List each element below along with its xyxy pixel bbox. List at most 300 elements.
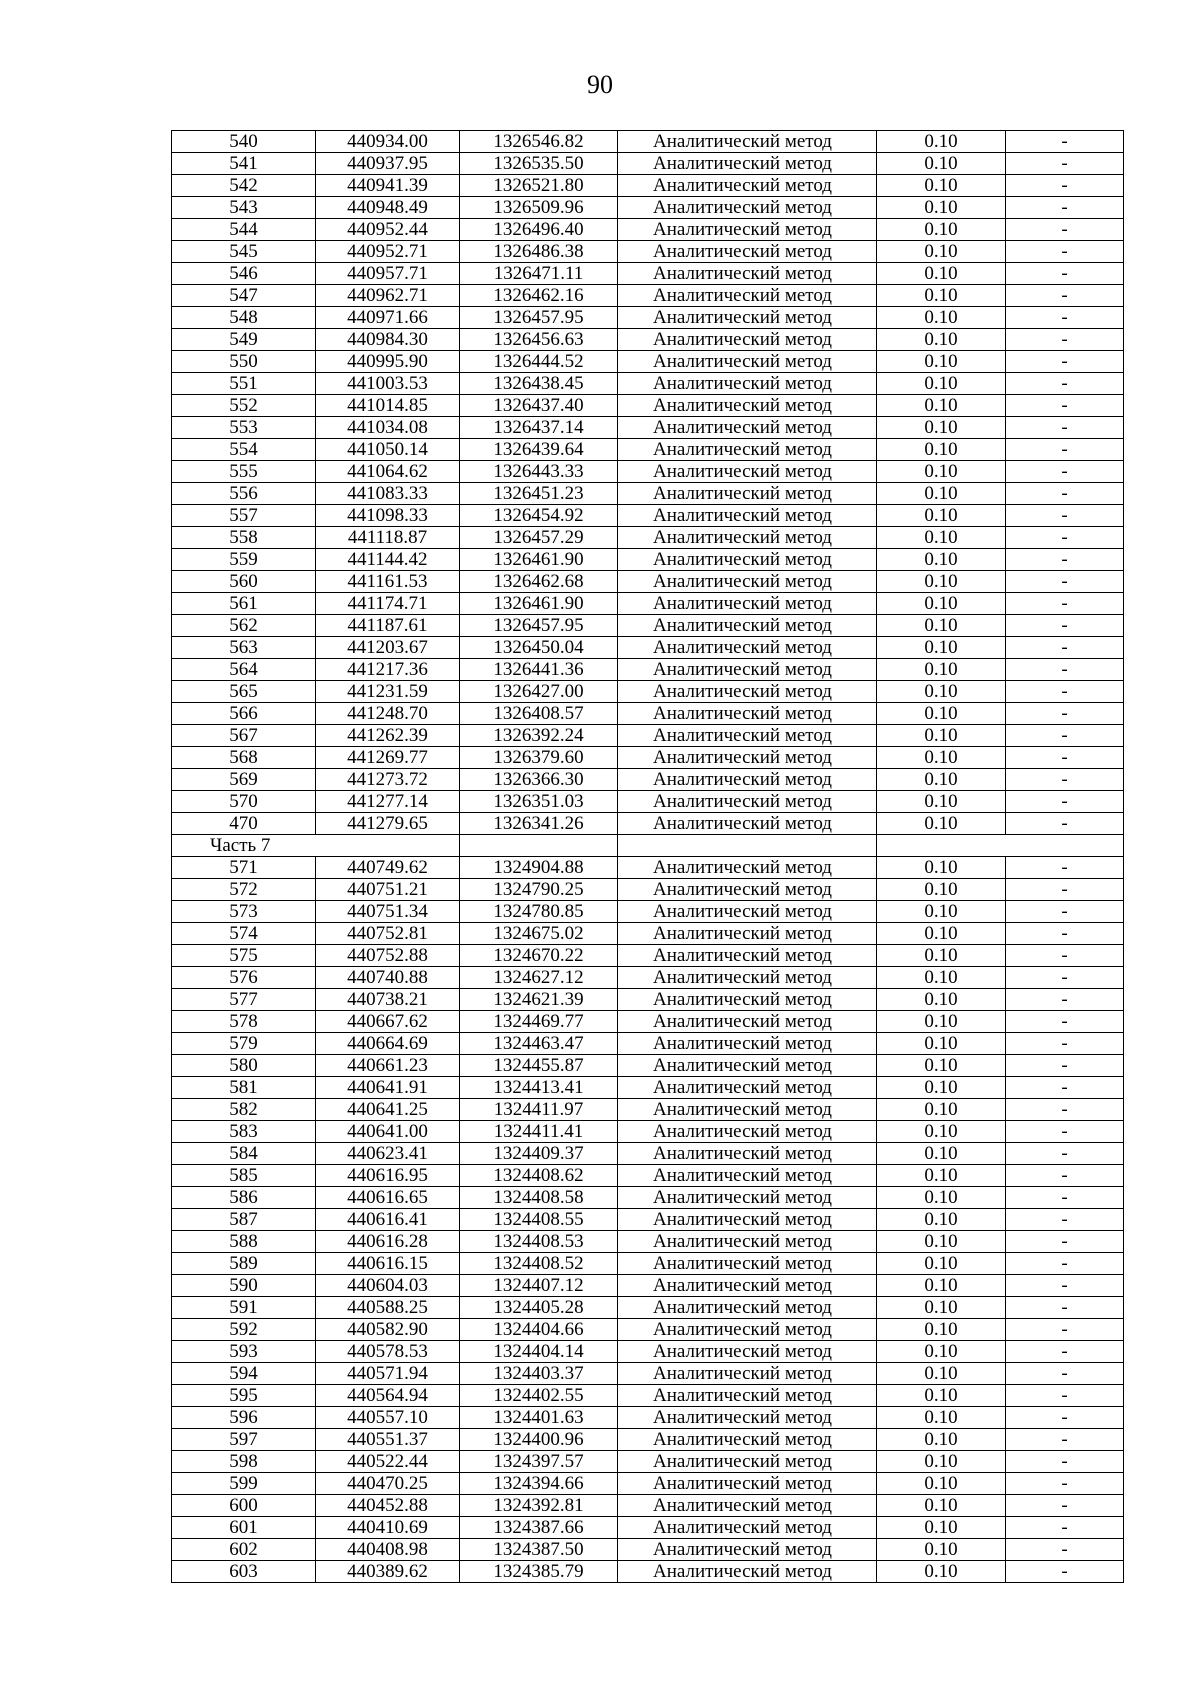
method-cell: Аналитический метод bbox=[618, 1165, 877, 1187]
note-cell: - bbox=[1006, 219, 1124, 241]
precision-cell: 0.10 bbox=[877, 703, 1006, 725]
table-row bbox=[172, 175, 1124, 197]
point-number-cell: 596 bbox=[172, 1407, 316, 1429]
precision-cell: 0.10 bbox=[877, 527, 1006, 549]
table-row bbox=[172, 1539, 1124, 1561]
x-coordinate-cell: 440941.39 bbox=[316, 175, 460, 197]
table-row bbox=[172, 1385, 1124, 1407]
x-coordinate-cell: 440995.90 bbox=[316, 351, 460, 373]
table-row bbox=[172, 593, 1124, 615]
y-coordinate-cell: 1324404.14 bbox=[460, 1341, 618, 1363]
x-coordinate-cell: 440948.49 bbox=[316, 197, 460, 219]
table-row bbox=[172, 1495, 1124, 1517]
method-cell: Аналитический метод bbox=[618, 197, 877, 219]
y-coordinate-cell: 1324392.81 bbox=[460, 1495, 618, 1517]
point-number-cell: 578 bbox=[172, 1011, 316, 1033]
precision-cell: 0.10 bbox=[877, 1363, 1006, 1385]
table-row bbox=[172, 659, 1124, 681]
point-number-cell: 551 bbox=[172, 373, 316, 395]
x-coordinate-cell: 440408.98 bbox=[316, 1539, 460, 1561]
precision-cell: 0.10 bbox=[877, 241, 1006, 263]
precision-cell: 0.10 bbox=[877, 1473, 1006, 1495]
note-cell: - bbox=[1006, 197, 1124, 219]
precision-cell: 0.10 bbox=[877, 769, 1006, 791]
point-number-cell: 553 bbox=[172, 417, 316, 439]
table-row bbox=[172, 681, 1124, 703]
precision-cell: 0.10 bbox=[877, 1077, 1006, 1099]
precision-cell: 0.10 bbox=[877, 1253, 1006, 1275]
x-coordinate-cell: 440952.71 bbox=[316, 241, 460, 263]
method-cell: Аналитический метод bbox=[618, 307, 877, 329]
y-coordinate-cell: 1326496.40 bbox=[460, 219, 618, 241]
y-coordinate-cell: 1326441.36 bbox=[460, 659, 618, 681]
x-coordinate-cell: 440616.95 bbox=[316, 1165, 460, 1187]
point-number-cell: 571 bbox=[172, 857, 316, 879]
table-row bbox=[172, 1319, 1124, 1341]
point-number-cell: 565 bbox=[172, 681, 316, 703]
y-coordinate-cell: 1326392.24 bbox=[460, 725, 618, 747]
method-cell: Аналитический метод bbox=[618, 571, 877, 593]
x-coordinate-cell: 440664.69 bbox=[316, 1033, 460, 1055]
point-number-cell: 552 bbox=[172, 395, 316, 417]
table-row bbox=[172, 307, 1124, 329]
table-row bbox=[172, 747, 1124, 769]
precision-cell: 0.10 bbox=[877, 1385, 1006, 1407]
method-cell: Аналитический метод bbox=[618, 637, 877, 659]
x-coordinate-cell: 441269.77 bbox=[316, 747, 460, 769]
point-number-cell: 597 bbox=[172, 1429, 316, 1451]
method-cell: Аналитический метод bbox=[618, 1099, 877, 1121]
method-cell: Аналитический метод bbox=[618, 901, 877, 923]
point-number-cell: 583 bbox=[172, 1121, 316, 1143]
y-coordinate-cell: 1324413.41 bbox=[460, 1077, 618, 1099]
note-cell: - bbox=[1006, 1451, 1124, 1473]
precision-cell: 0.10 bbox=[877, 307, 1006, 329]
coordinates-table-body bbox=[172, 131, 1124, 1583]
note-cell: - bbox=[1006, 1209, 1124, 1231]
note-cell: - bbox=[1006, 1143, 1124, 1165]
point-number-cell: 591 bbox=[172, 1297, 316, 1319]
table-row bbox=[172, 1275, 1124, 1297]
point-number-cell: 588 bbox=[172, 1231, 316, 1253]
note-cell: - bbox=[1006, 1561, 1124, 1583]
method-cell: Аналитический метод bbox=[618, 989, 877, 1011]
note-cell: - bbox=[1006, 1407, 1124, 1429]
method-cell: Аналитический метод bbox=[618, 1033, 877, 1055]
x-coordinate-cell: 440641.25 bbox=[316, 1099, 460, 1121]
part-row-empty-cell bbox=[618, 835, 877, 857]
y-coordinate-cell: 1324401.63 bbox=[460, 1407, 618, 1429]
y-coordinate-cell: 1326456.63 bbox=[460, 329, 618, 351]
method-cell: Аналитический метод bbox=[618, 1275, 877, 1297]
table-row bbox=[172, 945, 1124, 967]
method-cell: Аналитический метод bbox=[618, 1473, 877, 1495]
point-number-cell: 593 bbox=[172, 1341, 316, 1363]
method-cell: Аналитический метод bbox=[618, 681, 877, 703]
part-row-empty-cell bbox=[460, 835, 618, 857]
note-cell: - bbox=[1006, 1099, 1124, 1121]
precision-cell: 0.10 bbox=[877, 1121, 1006, 1143]
table-row bbox=[172, 1011, 1124, 1033]
point-number-cell: 598 bbox=[172, 1451, 316, 1473]
point-number-cell: 545 bbox=[172, 241, 316, 263]
table-row bbox=[172, 769, 1124, 791]
table-row bbox=[172, 1451, 1124, 1473]
x-coordinate-cell: 441217.36 bbox=[316, 659, 460, 681]
point-number-cell: 599 bbox=[172, 1473, 316, 1495]
table-row bbox=[172, 1077, 1124, 1099]
precision-cell: 0.10 bbox=[877, 681, 1006, 703]
method-cell: Аналитический метод bbox=[618, 175, 877, 197]
table-row bbox=[172, 1033, 1124, 1055]
y-coordinate-cell: 1324403.37 bbox=[460, 1363, 618, 1385]
precision-cell: 0.10 bbox=[877, 1055, 1006, 1077]
method-cell: Аналитический метод bbox=[618, 593, 877, 615]
part-row-empty-cell bbox=[316, 835, 460, 857]
method-cell: Аналитический метод bbox=[618, 241, 877, 263]
precision-cell: 0.10 bbox=[877, 131, 1006, 153]
note-cell: - bbox=[1006, 1319, 1124, 1341]
x-coordinate-cell: 441231.59 bbox=[316, 681, 460, 703]
note-cell: - bbox=[1006, 461, 1124, 483]
x-coordinate-cell: 440616.28 bbox=[316, 1231, 460, 1253]
y-coordinate-cell: 1326439.64 bbox=[460, 439, 618, 461]
x-coordinate-cell: 440740.88 bbox=[316, 967, 460, 989]
precision-cell: 0.10 bbox=[877, 791, 1006, 813]
precision-cell: 0.10 bbox=[877, 1275, 1006, 1297]
table-row bbox=[172, 131, 1124, 153]
note-cell: - bbox=[1006, 153, 1124, 175]
table-row bbox=[172, 1231, 1124, 1253]
note-cell: - bbox=[1006, 1275, 1124, 1297]
point-number-cell: 556 bbox=[172, 483, 316, 505]
y-coordinate-cell: 1324400.96 bbox=[460, 1429, 618, 1451]
table-row bbox=[172, 1055, 1124, 1077]
x-coordinate-cell: 441050.14 bbox=[316, 439, 460, 461]
table-row bbox=[172, 1121, 1124, 1143]
point-number-cell: 557 bbox=[172, 505, 316, 527]
method-cell: Аналитический метод bbox=[618, 1253, 877, 1275]
y-coordinate-cell: 1326450.04 bbox=[460, 637, 618, 659]
method-cell: Аналитический метод bbox=[618, 439, 877, 461]
point-number-cell: 589 bbox=[172, 1253, 316, 1275]
precision-cell: 0.10 bbox=[877, 879, 1006, 901]
note-cell: - bbox=[1006, 549, 1124, 571]
note-cell: - bbox=[1006, 527, 1124, 549]
note-cell: - bbox=[1006, 1121, 1124, 1143]
method-cell: Аналитический метод bbox=[618, 483, 877, 505]
y-coordinate-cell: 1326457.95 bbox=[460, 615, 618, 637]
y-coordinate-cell: 1324670.22 bbox=[460, 945, 618, 967]
point-number-cell: 561 bbox=[172, 593, 316, 615]
precision-cell: 0.10 bbox=[877, 175, 1006, 197]
note-cell: - bbox=[1006, 813, 1124, 835]
x-coordinate-cell: 440623.41 bbox=[316, 1143, 460, 1165]
y-coordinate-cell: 1324408.55 bbox=[460, 1209, 618, 1231]
y-coordinate-cell: 1326438.45 bbox=[460, 373, 618, 395]
y-coordinate-cell: 1326521.80 bbox=[460, 175, 618, 197]
method-cell: Аналитический метод bbox=[618, 703, 877, 725]
table-row bbox=[172, 329, 1124, 351]
note-cell: - bbox=[1006, 593, 1124, 615]
point-number-cell: 594 bbox=[172, 1363, 316, 1385]
y-coordinate-cell: 1324387.50 bbox=[460, 1539, 618, 1561]
x-coordinate-cell: 440522.44 bbox=[316, 1451, 460, 1473]
method-cell: Аналитический метод bbox=[618, 527, 877, 549]
point-number-cell: 595 bbox=[172, 1385, 316, 1407]
method-cell: Аналитический метод bbox=[618, 813, 877, 835]
table-row bbox=[172, 1473, 1124, 1495]
method-cell: Аналитический метод bbox=[618, 417, 877, 439]
note-cell: - bbox=[1006, 571, 1124, 593]
table-row bbox=[172, 1517, 1124, 1539]
table-row bbox=[172, 989, 1124, 1011]
point-number-cell: 564 bbox=[172, 659, 316, 681]
y-coordinate-cell: 1326443.33 bbox=[460, 461, 618, 483]
point-number-cell: 555 bbox=[172, 461, 316, 483]
y-coordinate-cell: 1324408.53 bbox=[460, 1231, 618, 1253]
method-cell: Аналитический метод bbox=[618, 1209, 877, 1231]
note-cell: - bbox=[1006, 681, 1124, 703]
precision-cell: 0.10 bbox=[877, 989, 1006, 1011]
precision-cell: 0.10 bbox=[877, 1297, 1006, 1319]
precision-cell: 0.10 bbox=[877, 1517, 1006, 1539]
method-cell: Аналитический метод bbox=[618, 615, 877, 637]
x-coordinate-cell: 440752.88 bbox=[316, 945, 460, 967]
y-coordinate-cell: 1326535.50 bbox=[460, 153, 618, 175]
table-row bbox=[172, 571, 1124, 593]
point-number-cell: 577 bbox=[172, 989, 316, 1011]
note-cell: - bbox=[1006, 241, 1124, 263]
y-coordinate-cell: 1324780.85 bbox=[460, 901, 618, 923]
precision-cell: 0.10 bbox=[877, 1561, 1006, 1583]
x-coordinate-cell: 441161.53 bbox=[316, 571, 460, 593]
method-cell: Аналитический метод bbox=[618, 1121, 877, 1143]
precision-cell: 0.10 bbox=[877, 813, 1006, 835]
table-row bbox=[172, 615, 1124, 637]
method-cell: Аналитический метод bbox=[618, 505, 877, 527]
table-row bbox=[172, 197, 1124, 219]
precision-cell: 0.10 bbox=[877, 1319, 1006, 1341]
x-coordinate-cell: 440616.15 bbox=[316, 1253, 460, 1275]
y-coordinate-cell: 1324394.66 bbox=[460, 1473, 618, 1495]
table-row bbox=[172, 483, 1124, 505]
point-number-cell: 574 bbox=[172, 923, 316, 945]
method-cell: Аналитический метод bbox=[618, 351, 877, 373]
point-number-cell: 549 bbox=[172, 329, 316, 351]
x-coordinate-cell: 440564.94 bbox=[316, 1385, 460, 1407]
table-row bbox=[172, 857, 1124, 879]
x-coordinate-cell: 441144.42 bbox=[316, 549, 460, 571]
method-cell: Аналитический метод bbox=[618, 1319, 877, 1341]
x-coordinate-cell: 440557.10 bbox=[316, 1407, 460, 1429]
method-cell: Аналитический метод bbox=[618, 747, 877, 769]
x-coordinate-cell: 440962.71 bbox=[316, 285, 460, 307]
point-number-cell: 550 bbox=[172, 351, 316, 373]
table-row bbox=[172, 923, 1124, 945]
method-cell: Аналитический метод bbox=[618, 1561, 877, 1583]
note-cell: - bbox=[1006, 1253, 1124, 1275]
precision-cell: 0.10 bbox=[877, 483, 1006, 505]
x-coordinate-cell: 441187.61 bbox=[316, 615, 460, 637]
method-cell: Аналитический метод bbox=[618, 1429, 877, 1451]
method-cell: Аналитический метод bbox=[618, 1297, 877, 1319]
x-coordinate-cell: 440952.44 bbox=[316, 219, 460, 241]
method-cell: Аналитический метод bbox=[618, 395, 877, 417]
note-cell: - bbox=[1006, 1055, 1124, 1077]
table-row bbox=[172, 1429, 1124, 1451]
method-cell: Аналитический метод bbox=[618, 1231, 877, 1253]
table-row bbox=[172, 417, 1124, 439]
x-coordinate-cell: 440578.53 bbox=[316, 1341, 460, 1363]
y-coordinate-cell: 1324387.66 bbox=[460, 1517, 618, 1539]
point-number-cell: 566 bbox=[172, 703, 316, 725]
y-coordinate-cell: 1326546.82 bbox=[460, 131, 618, 153]
part-row-empty-cell bbox=[877, 835, 1124, 857]
y-coordinate-cell: 1326427.00 bbox=[460, 681, 618, 703]
y-coordinate-cell: 1326408.57 bbox=[460, 703, 618, 725]
precision-cell: 0.10 bbox=[877, 351, 1006, 373]
x-coordinate-cell: 440661.23 bbox=[316, 1055, 460, 1077]
point-number-cell: 573 bbox=[172, 901, 316, 923]
y-coordinate-cell: 1326462.68 bbox=[460, 571, 618, 593]
method-cell: Аналитический метод bbox=[618, 769, 877, 791]
x-coordinate-cell: 440452.88 bbox=[316, 1495, 460, 1517]
y-coordinate-cell: 1326462.16 bbox=[460, 285, 618, 307]
table-row bbox=[172, 1407, 1124, 1429]
precision-cell: 0.10 bbox=[877, 1429, 1006, 1451]
point-number-cell: 568 bbox=[172, 747, 316, 769]
note-cell: - bbox=[1006, 329, 1124, 351]
note-cell: - bbox=[1006, 967, 1124, 989]
note-cell: - bbox=[1006, 769, 1124, 791]
note-cell: - bbox=[1006, 659, 1124, 681]
x-coordinate-cell: 440749.62 bbox=[316, 857, 460, 879]
x-coordinate-cell: 440410.69 bbox=[316, 1517, 460, 1539]
y-coordinate-cell: 1324463.47 bbox=[460, 1033, 618, 1055]
part-header-row bbox=[172, 835, 1124, 857]
y-coordinate-cell: 1326437.14 bbox=[460, 417, 618, 439]
note-cell: - bbox=[1006, 373, 1124, 395]
method-cell: Аналитический метод bbox=[618, 219, 877, 241]
x-coordinate-cell: 440751.34 bbox=[316, 901, 460, 923]
note-cell: - bbox=[1006, 1077, 1124, 1099]
y-coordinate-cell: 1326486.38 bbox=[460, 241, 618, 263]
method-cell: Аналитический метод bbox=[618, 461, 877, 483]
table-row bbox=[172, 1561, 1124, 1583]
precision-cell: 0.10 bbox=[877, 1033, 1006, 1055]
precision-cell: 0.10 bbox=[877, 1099, 1006, 1121]
x-coordinate-cell: 441279.65 bbox=[316, 813, 460, 835]
table-row bbox=[172, 813, 1124, 835]
note-cell: - bbox=[1006, 1011, 1124, 1033]
method-cell: Аналитический метод bbox=[618, 1363, 877, 1385]
point-number-cell: 554 bbox=[172, 439, 316, 461]
method-cell: Аналитический метод bbox=[618, 923, 877, 945]
method-cell: Аналитический метод bbox=[618, 1055, 877, 1077]
y-coordinate-cell: 1324904.88 bbox=[460, 857, 618, 879]
note-cell: - bbox=[1006, 1429, 1124, 1451]
method-cell: Аналитический метод bbox=[618, 329, 877, 351]
x-coordinate-cell: 440588.25 bbox=[316, 1297, 460, 1319]
precision-cell: 0.10 bbox=[877, 263, 1006, 285]
method-cell: Аналитический метод bbox=[618, 725, 877, 747]
y-coordinate-cell: 1324402.55 bbox=[460, 1385, 618, 1407]
precision-cell: 0.10 bbox=[877, 505, 1006, 527]
x-coordinate-cell: 441064.62 bbox=[316, 461, 460, 483]
precision-cell: 0.10 bbox=[877, 285, 1006, 307]
point-number-cell: 569 bbox=[172, 769, 316, 791]
method-cell: Аналитический метод bbox=[618, 1077, 877, 1099]
y-coordinate-cell: 1326509.96 bbox=[460, 197, 618, 219]
note-cell: - bbox=[1006, 1297, 1124, 1319]
table-row bbox=[172, 351, 1124, 373]
y-coordinate-cell: 1324404.66 bbox=[460, 1319, 618, 1341]
method-cell: Аналитический метод bbox=[618, 857, 877, 879]
note-cell: - bbox=[1006, 879, 1124, 901]
table-row bbox=[172, 373, 1124, 395]
point-number-cell: 543 bbox=[172, 197, 316, 219]
note-cell: - bbox=[1006, 923, 1124, 945]
table-row bbox=[172, 505, 1124, 527]
note-cell: - bbox=[1006, 747, 1124, 769]
y-coordinate-cell: 1324675.02 bbox=[460, 923, 618, 945]
x-coordinate-cell: 440971.66 bbox=[316, 307, 460, 329]
table-row bbox=[172, 1297, 1124, 1319]
y-coordinate-cell: 1324408.58 bbox=[460, 1187, 618, 1209]
note-cell: - bbox=[1006, 703, 1124, 725]
y-coordinate-cell: 1324411.41 bbox=[460, 1121, 618, 1143]
note-cell: - bbox=[1006, 1495, 1124, 1517]
method-cell: Аналитический метод bbox=[618, 1451, 877, 1473]
precision-cell: 0.10 bbox=[877, 417, 1006, 439]
x-coordinate-cell: 440751.21 bbox=[316, 879, 460, 901]
point-number-cell: 562 bbox=[172, 615, 316, 637]
x-coordinate-cell: 441203.67 bbox=[316, 637, 460, 659]
note-cell: - bbox=[1006, 439, 1124, 461]
part-label: Часть 7 bbox=[172, 835, 316, 857]
precision-cell: 0.10 bbox=[877, 1143, 1006, 1165]
y-coordinate-cell: 1324455.87 bbox=[460, 1055, 618, 1077]
method-cell: Аналитический метод bbox=[618, 1011, 877, 1033]
page-number: 90 bbox=[587, 70, 613, 99]
x-coordinate-cell: 440667.62 bbox=[316, 1011, 460, 1033]
point-number-cell: 602 bbox=[172, 1539, 316, 1561]
y-coordinate-cell: 1326457.95 bbox=[460, 307, 618, 329]
method-cell: Аналитический метод bbox=[618, 153, 877, 175]
method-cell: Аналитический метод bbox=[618, 967, 877, 989]
point-number-cell: 560 bbox=[172, 571, 316, 593]
note-cell: - bbox=[1006, 1187, 1124, 1209]
table-row bbox=[172, 263, 1124, 285]
x-coordinate-cell: 440571.94 bbox=[316, 1363, 460, 1385]
point-number-cell: 567 bbox=[172, 725, 316, 747]
point-number-cell: 580 bbox=[172, 1055, 316, 1077]
y-coordinate-cell: 1324408.52 bbox=[460, 1253, 618, 1275]
table-row bbox=[172, 1363, 1124, 1385]
note-cell: - bbox=[1006, 131, 1124, 153]
y-coordinate-cell: 1324627.12 bbox=[460, 967, 618, 989]
y-coordinate-cell: 1326457.29 bbox=[460, 527, 618, 549]
precision-cell: 0.10 bbox=[877, 725, 1006, 747]
note-cell: - bbox=[1006, 263, 1124, 285]
precision-cell: 0.10 bbox=[877, 593, 1006, 615]
method-cell: Аналитический метод bbox=[618, 263, 877, 285]
note-cell: - bbox=[1006, 1473, 1124, 1495]
method-cell: Аналитический метод bbox=[618, 1517, 877, 1539]
x-coordinate-cell: 441014.85 bbox=[316, 395, 460, 417]
precision-cell: 0.10 bbox=[877, 373, 1006, 395]
